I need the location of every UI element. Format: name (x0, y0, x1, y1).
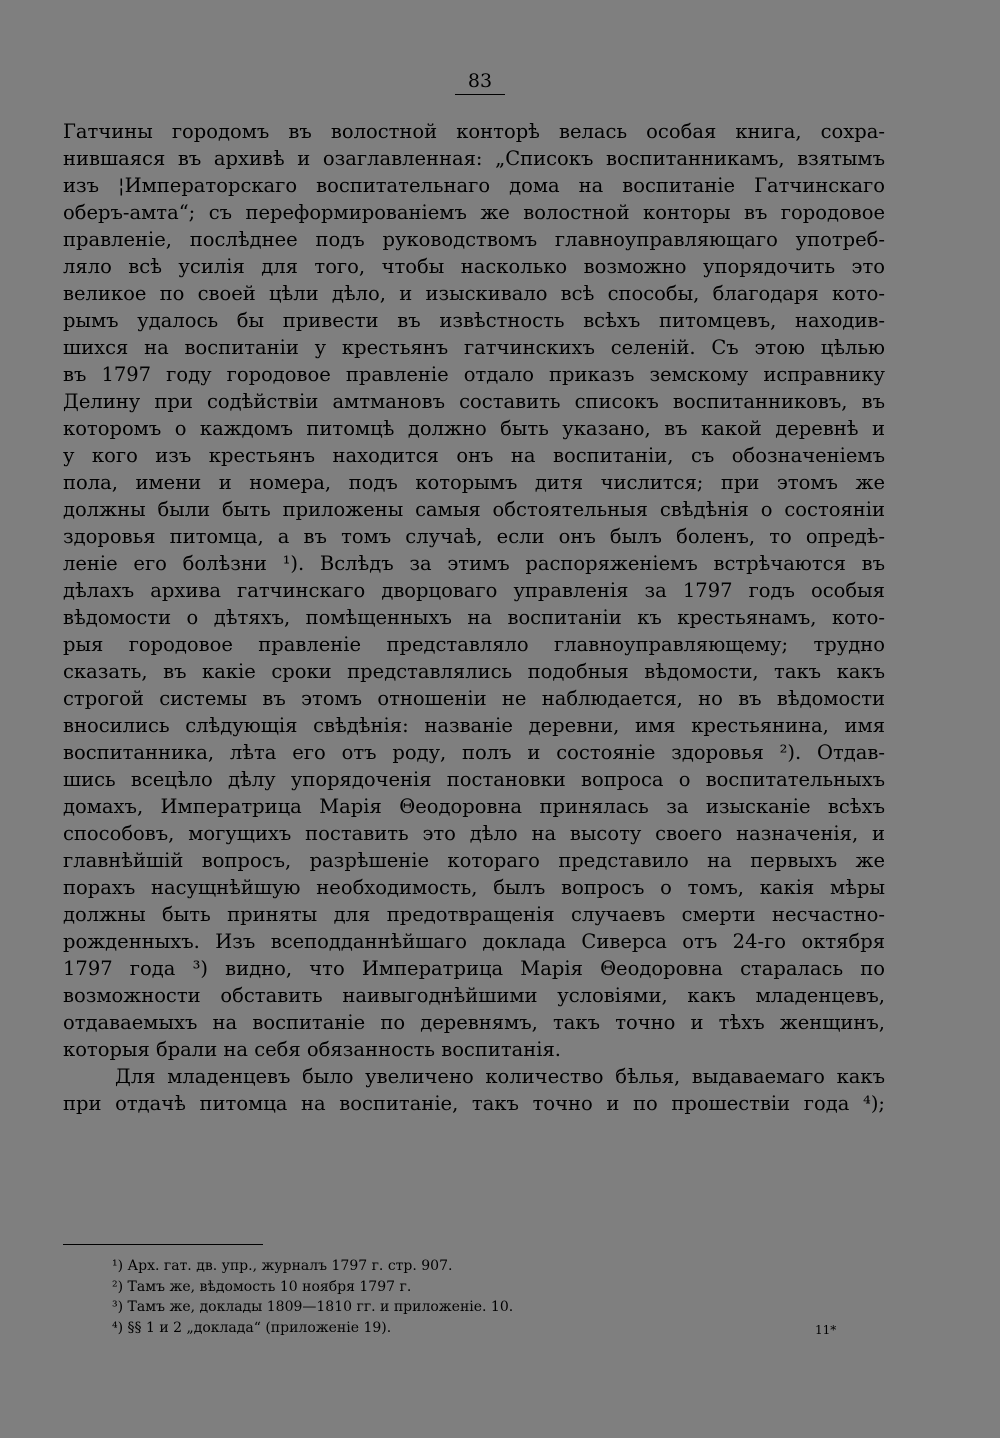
text-line: при отдачѣ питомца на воспитаніе, такъ точно и по прошествіи года ⁴); (63, 1092, 885, 1115)
text-line: великое по своей цѣли дѣло, и изыскивало всѣ способы, благодаря кото- (63, 282, 885, 305)
text-line: рожденныхъ. Изъ всеподданнѣйшаго доклада Сиверса отъ 24-го октября (63, 930, 885, 953)
text-line: отдаваемыхъ на воспитаніе по деревнямъ, такъ точно и тѣхъ женщинъ, (63, 1011, 885, 1034)
text-line: изъ ¦Императорскаго воспитательнаго дома на воспитаніе Гатчинскаго (63, 174, 885, 197)
text-line: пола, имени и номера, подъ которымъ дитя числится; при этомъ же (63, 471, 885, 494)
text-line: шихся на воспитаніи у крестьянъ гатчинскихъ селеній. Съ этою цѣлью (63, 336, 885, 359)
text-line: Делину при содѣйствіи амтмановъ составить списокъ воспитанниковъ, въ (63, 390, 885, 413)
text-line: способовъ, могущихъ поставить это дѣло на высоту своего назначенія, и (63, 822, 885, 845)
text-line: Для младенцевъ было увеличено количество бѣлья, выдаваемаго какъ (115, 1065, 885, 1088)
text-line: сказать, въ какіе сроки представлялись подобныя вѣдомости, такъ какъ (63, 660, 885, 683)
footnote: ²) Тамъ же, вѣдомость 10 ноября 1797 г. (112, 1278, 412, 1295)
page-number: 83 (467, 70, 493, 92)
text-line: оберъ-амта“; съ переформированіемъ же волостной конторы въ городовое (63, 201, 885, 224)
signature-mark: 11* (815, 1323, 837, 1337)
text-line: Гатчины городомъ въ волостной конторѣ велась особая книга, сохра- (63, 120, 885, 143)
text-line: леніе его болѣзни ¹). Вслѣдъ за этимъ распоряженіемъ встрѣчаются въ (63, 552, 885, 575)
text-line: должны были быть приложены самыя обстоятельныя свѣдѣнія о состояніи (63, 498, 885, 521)
text-line: рыя городовое правленіе представляло главноуправляющему; трудно (63, 633, 885, 656)
page-number-underline (455, 94, 505, 95)
text-line: вносились слѣдующія свѣдѣнія: названіе деревни, имя крестьянина, имя (63, 714, 885, 737)
footnote: ⁴) §§ 1 и 2 „доклада“ (приложеніе 19). (112, 1319, 392, 1336)
text-line: шись всецѣло дѣлу упорядоченія постановки вопроса о воспитательныхъ (63, 768, 885, 791)
footnote: ¹) Арх. гат. дв. упр., журналъ 1797 г. стр. 907. (112, 1258, 453, 1274)
footnotes (112, 1256, 812, 1338)
text-line: здоровья питомца, а въ томъ случаѣ, если онъ былъ боленъ, то опредѣ- (63, 525, 885, 548)
text-line: вѣдомости о дѣтяхъ, помѣщенныхъ на воспитаніи къ крестьянамъ, кото- (63, 606, 885, 629)
text-line: нившаяся въ архивѣ и озаглавленная: „Списокъ воспитанникамъ, взятымъ (63, 147, 885, 170)
text-line: ляло всѣ усилія для того, чтобы насколько возможно упорядочить это (63, 255, 885, 278)
text-line: 1797 года ³) видно, что Императрица Марія Θеодоровна старалась по (63, 957, 885, 980)
text-line: домахъ, Императрица Марія Θеодоровна принялась за изысканіе всѣхъ (63, 795, 885, 818)
text-line: которыя брали на себя обязанность воспитанія. (63, 1038, 561, 1061)
text-line: дѣлахъ архива гатчинскаго дворцоваго управленія за 1797 годъ особыя (63, 579, 885, 602)
text-line: порахъ насущнѣйшую необходимость, былъ вопросъ о томъ, какія мѣры (63, 876, 885, 899)
text-line: главнѣйшій вопросъ, разрѣшеніе котораго представило на первыхъ же (63, 849, 885, 872)
footnote-separator (63, 1244, 263, 1245)
text-line: возможности обставить наивыгоднѣйшими условіями, какъ младенцевъ, (63, 984, 885, 1007)
text-line: строгой системы въ этомъ отношеніи не наблюдается, но въ вѣдомости (63, 687, 885, 710)
text-line: которомъ о каждомъ питомцѣ должно быть указано, въ какой деревнѣ и (63, 417, 885, 440)
text-line: должны быть приняты для предотвращенія случаевъ смерти несчастно- (63, 903, 885, 926)
main-text (63, 118, 885, 1117)
text-line: у кого изъ крестьянъ находится онъ на воспитаніи, съ обозначеніемъ (63, 444, 885, 467)
text-line: въ 1797 году городовое правленіе отдало приказъ земскому исправнику (63, 363, 885, 386)
text-line: воспитанника, лѣта его отъ роду, полъ и состояніе здоровья ²). Отдав- (63, 741, 885, 764)
footnote: ³) Тамъ же, доклады 1809—1810 гг. и приложеніе. 10. (112, 1299, 514, 1315)
text-line: рымъ удалось бы привести въ извѣстность всѣхъ питомцевъ, находив- (63, 309, 885, 332)
text-line: правленіе, послѣднее подъ руководствомъ главноуправляющаго употреб- (63, 228, 885, 251)
